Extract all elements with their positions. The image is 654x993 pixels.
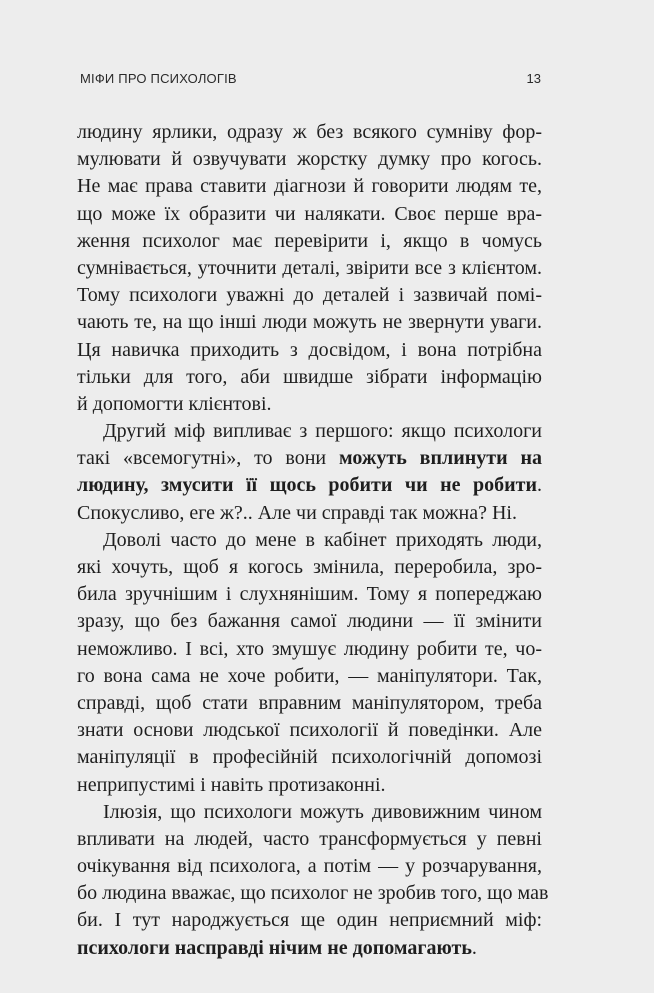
- text-line: людину, змусити її щось робити чи не робити.: [77, 474, 542, 497]
- running-title: МІФИ ПРО ПСИХОЛОГІВ: [80, 71, 237, 86]
- text-line: такі «всемогутні», то вони можуть вплинути на: [77, 447, 542, 470]
- text-line: Спокусливо, еге ж?.. Але чи справді так можна? Ні.: [77, 501, 517, 524]
- text-line: людину ярлики, одразу ж без всякого сумніву фор-: [77, 121, 542, 143]
- text-line: неможливо. І всі, хто змушує людину робити те, чо-: [77, 637, 542, 660]
- text-line: чають те, на що інші люди можуть не звернути уваги.: [77, 311, 542, 334]
- text-line: очікування від психолога, а потім — у розчарування,: [77, 855, 542, 878]
- emphasis: людину, змусити її щось робити чи не робити: [77, 474, 537, 497]
- text-line: справді, щоб стати вправним маніпулятором, треба: [77, 691, 542, 714]
- text-line: впливати на людей, часто трансформується у певні: [77, 827, 542, 850]
- body-text: [77, 119, 549, 962]
- text-line: які хочуть, щоб я когось змінила, переробила, зро-: [77, 556, 542, 578]
- text-line: неприпустимі і навіть протизаконні.: [77, 773, 386, 796]
- text-line: Ця навичка приходить з досвідом, і вона потрібна: [77, 338, 542, 361]
- text-line: го вона сама не хоче робити, — маніпулятори. Так,: [77, 664, 542, 687]
- emphasis: психологи насправді нічим не допомагають: [77, 936, 472, 959]
- text-line: зразу, що без бажання самої людини — її змінити: [77, 610, 542, 633]
- paragraph: [77, 799, 549, 962]
- text-line: маніпуляції в професійній психологічній допомозі: [77, 746, 542, 769]
- paragraph: [77, 527, 542, 799]
- text-line: психологи насправді нічим не допомагають.: [77, 936, 477, 959]
- text-line: сумнівається, уточнити деталі, звірити все з клієнтом.: [77, 256, 542, 279]
- text-line: Доволі часто до мене в кабінет приходять люди,: [103, 528, 542, 551]
- text-line: мулювати й озвучувати жорстку думку про когось.: [77, 148, 542, 171]
- text-line: тільки для того, аби швидше зібрати інформацію: [77, 365, 542, 388]
- text-line: била зручнішим і слухнянішим. Тому я попереджаю: [77, 583, 542, 606]
- text-line: знати основи людської психології й поведінки. Але: [77, 719, 542, 742]
- page-number: 13: [526, 71, 541, 86]
- text-line: Другий міф випливає з першого: якщо психологи: [103, 420, 542, 443]
- text-line: що може їх образити чи налякати. Своє перше вра-: [77, 202, 542, 225]
- paragraph: [77, 119, 542, 418]
- text-line: Тому психологи уважні до деталей і зазвичай помі-: [77, 284, 542, 307]
- emphasis: можуть вплинути на: [339, 447, 542, 470]
- text-line: Ілюзія, що психологи можуть дивовижним чином: [103, 800, 542, 823]
- text-line: би. І тут народжується ще один неприємний міф:: [77, 909, 542, 932]
- paragraph: [77, 418, 542, 527]
- text-line: й допомогти клієнтові.: [77, 392, 272, 415]
- text-line: бо людина вважає, що психолог не зробив того, що мав: [77, 882, 549, 905]
- text-line: ження психолог має перевірити і, якщо в чомусь: [77, 229, 542, 252]
- text-line: Не має права ставити діагнози й говорити людям те,: [77, 175, 542, 198]
